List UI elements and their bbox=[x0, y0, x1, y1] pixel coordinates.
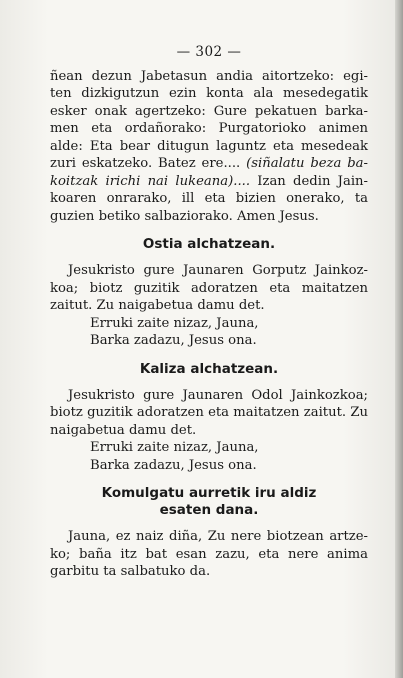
intro-italic-note: (siñalatu beza ba- bbox=[246, 156, 368, 171]
section-body-komulgatu bbox=[50, 528, 368, 581]
heading-line: Komulgatu aurretik iru aldiz bbox=[101, 485, 317, 501]
intro-italic-note: koitzak irichi nai lukeana).... bbox=[50, 173, 251, 189]
section-body-kaliza bbox=[50, 387, 368, 440]
body-line: koa; biotz guzitik adoratzen eta maitatzen bbox=[50, 280, 368, 296]
body-line: garbitu ta salbatuko da. bbox=[50, 564, 211, 579]
intro-paragraph bbox=[50, 68, 368, 226]
section-heading-ostia: Ostia alchatzean. bbox=[142, 236, 276, 252]
body-line: ko; baña itz bat esan zazu, eta nere anima bbox=[50, 546, 368, 562]
body-line: Jesukristo gure Jaunaren Gorputz Jainkoz- bbox=[68, 263, 368, 278]
intro-line: zuri eskatzeko. Batez ere.... bbox=[50, 156, 241, 171]
intro-line: koaren onrarako, ill eta bizien onerako, ta bbox=[50, 191, 368, 206]
page-number: — 302 — bbox=[176, 44, 242, 60]
prayer-line: Erruki zaite nizaz, Jauna, bbox=[90, 315, 259, 331]
intro-line: ñean dezun Jabetasun andia aitortzeko: egi- bbox=[50, 68, 368, 84]
intro-line: men eta ordañorako: Purgatorioko animen bbox=[50, 121, 368, 136]
prayer-line: Barka zadazu, Jesus ona. bbox=[90, 457, 257, 473]
section-body-ostia bbox=[50, 262, 368, 315]
intro-line: guzien betiko salbaziorako. Amen Jesus. bbox=[50, 208, 319, 224]
body-line: Zu naigabetua damu det. bbox=[50, 405, 368, 438]
body-line: biotz guzitik adoratzen eta maitatzen zaitut. bbox=[50, 405, 347, 420]
page-gutter-shadow bbox=[395, 0, 403, 678]
prayer-line: Erruki zaite nizaz, Jauna, bbox=[90, 440, 259, 455]
intro-line: ten dizkigutzun ezin konta ala mesedegatik bbox=[50, 86, 368, 101]
intro-line: esker onak agertzeko: Gure pekatuen barka- bbox=[50, 103, 368, 119]
body-line: zaitut. Zu naigabetua damu det. bbox=[50, 298, 265, 313]
heading-line: esaten dana. bbox=[159, 502, 259, 518]
body-line: Jesukristo gure Jaunaren Odol Jainkozkoa; bbox=[68, 387, 368, 403]
prayer-line: Barka zadazu, Jesus ona. bbox=[90, 333, 257, 348]
section-heading-komulgatu bbox=[50, 485, 368, 519]
intro-line: Izan dedin Jain- bbox=[257, 173, 368, 189]
page-content bbox=[50, 44, 368, 581]
body-line: Jauna, ez naiz diña, Zu nere biotzean artze- bbox=[68, 529, 368, 544]
intro-line: alde: Eta bear ditugun laguntz eta mesedeak bbox=[50, 138, 368, 154]
section-heading-kaliza: Kaliza alchatzean. bbox=[139, 360, 279, 377]
